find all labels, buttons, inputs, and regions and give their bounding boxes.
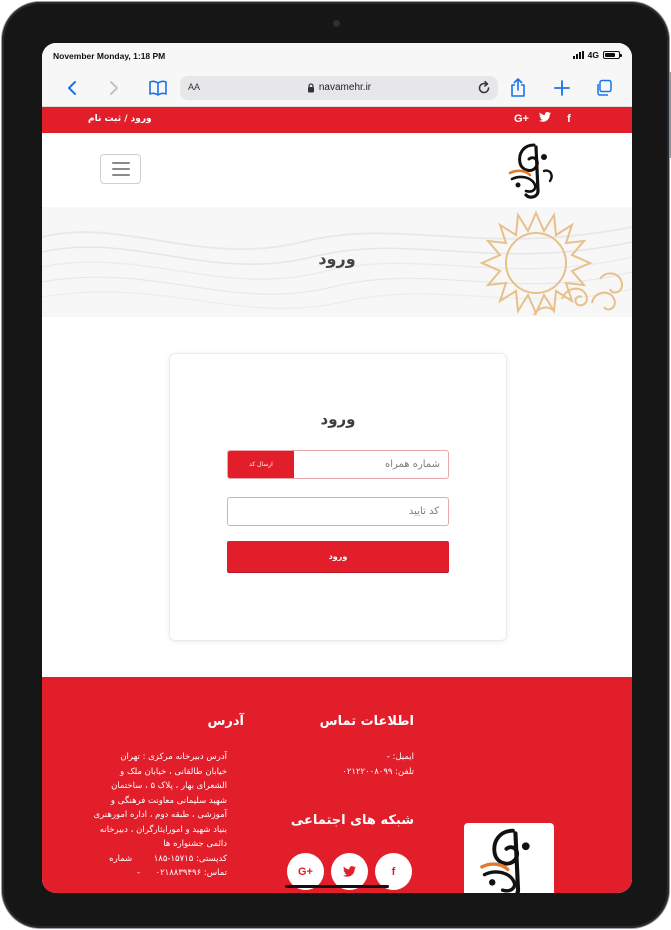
- share-icon[interactable]: [506, 76, 530, 100]
- tablet-frame: [2, 2, 669, 928]
- facebook-icon[interactable]: f: [375, 853, 412, 890]
- facebook-icon[interactable]: f: [567, 112, 571, 125]
- login-title: ورود: [320, 410, 356, 428]
- postal-code: کدپستی: ۱۵۷۱۵-۱۸۵: [153, 853, 227, 864]
- footer-address-text: [77, 750, 227, 881]
- login-register-link[interactable]: ورود / ثبت نام: [88, 114, 152, 124]
- contact-email: ایمیل: -: [386, 752, 414, 762]
- page-hero: [42, 207, 632, 317]
- menu-bar: [112, 168, 130, 170]
- address-phone: تماس: ۰۲۱۸۸۳۹۴۹۶: [155, 868, 227, 878]
- lock-icon: [307, 83, 315, 93]
- home-indicator[interactable]: [285, 885, 389, 888]
- google-plus-icon[interactable]: G+: [514, 112, 529, 125]
- tabs-icon[interactable]: [592, 76, 616, 100]
- login-submit-button[interactable]: ورود: [227, 541, 449, 572]
- menu-bar: [112, 174, 130, 176]
- front-camera: [333, 20, 340, 27]
- site-logo[interactable]: [504, 139, 558, 201]
- site-footer: [42, 677, 632, 893]
- address-line: الشعرای بهار ، پلاک ۵ ، ساختمان: [111, 781, 227, 791]
- address-line: شهید سلیمانی معاونت فرهنگی و: [110, 795, 227, 806]
- network-type: 4G: [587, 50, 599, 60]
- footer-logo: [464, 823, 554, 893]
- google-plus-icon[interactable]: G+: [287, 853, 324, 890]
- footer-contact-text: [274, 750, 414, 779]
- login-card: [169, 353, 507, 641]
- url-text: navamehr.ir: [318, 82, 372, 93]
- browser-toolbar: [42, 69, 632, 107]
- footer-logo-mark: [464, 823, 554, 893]
- address-line: دائمی جشنواره ها: [163, 839, 227, 849]
- twitter-icon[interactable]: [538, 112, 552, 125]
- status-indicators: [573, 50, 620, 60]
- chevron-right-icon[interactable]: [102, 76, 126, 100]
- phone-number-input[interactable]: [294, 451, 448, 478]
- address-line: بنیاد شهید و امورایثارگران ، دبیرخانه: [99, 824, 227, 835]
- page-title: ورود: [318, 249, 356, 268]
- send-code-button[interactable]: ارسال کد: [228, 451, 294, 478]
- site-topbar: [42, 107, 632, 133]
- status-bar: [42, 43, 632, 69]
- phone-label: شماره: [109, 853, 133, 864]
- address-phone-line: [77, 866, 227, 881]
- address-line: آموزشی ، طبقه دوم ، اداره امورهنری: [93, 810, 227, 820]
- battery-icon: [603, 51, 620, 59]
- phone-field-group: [227, 450, 449, 479]
- verification-code-input[interactable]: [227, 497, 449, 526]
- address-bar[interactable]: [180, 76, 498, 100]
- status-time: November Monday, 1:18 PM: [53, 51, 166, 61]
- address-line: خیابان طالقانی ، خیابان ملک و: [120, 766, 227, 777]
- address-dash: -: [137, 868, 141, 878]
- reader-aa-button[interactable]: AA: [188, 82, 201, 92]
- menu-toggle-button[interactable]: [100, 154, 141, 184]
- footer-contact-title: اطلاعات تماس: [319, 714, 414, 729]
- menu-bar: [112, 162, 130, 164]
- screen: [42, 43, 632, 893]
- reload-icon[interactable]: [476, 80, 492, 96]
- book-icon[interactable]: [146, 76, 170, 100]
- footer-social-title: شبکه های اجتماعی: [290, 813, 414, 828]
- url-display: [180, 82, 498, 93]
- topbar-social-links: [514, 112, 576, 125]
- signal-icon: [573, 51, 584, 59]
- plus-icon[interactable]: [550, 76, 574, 100]
- address-line: آدرس دبیرخانه مرکزی : تهران: [120, 752, 227, 762]
- contact-phone: تلفن: ۰۲۱۲۲۰۰۸۰۹۹: [342, 766, 414, 777]
- address-postal-line: [77, 852, 227, 867]
- chevron-left-icon[interactable]: [60, 76, 84, 100]
- site-header: [42, 133, 632, 207]
- footer-address-title: آدرس: [207, 714, 244, 729]
